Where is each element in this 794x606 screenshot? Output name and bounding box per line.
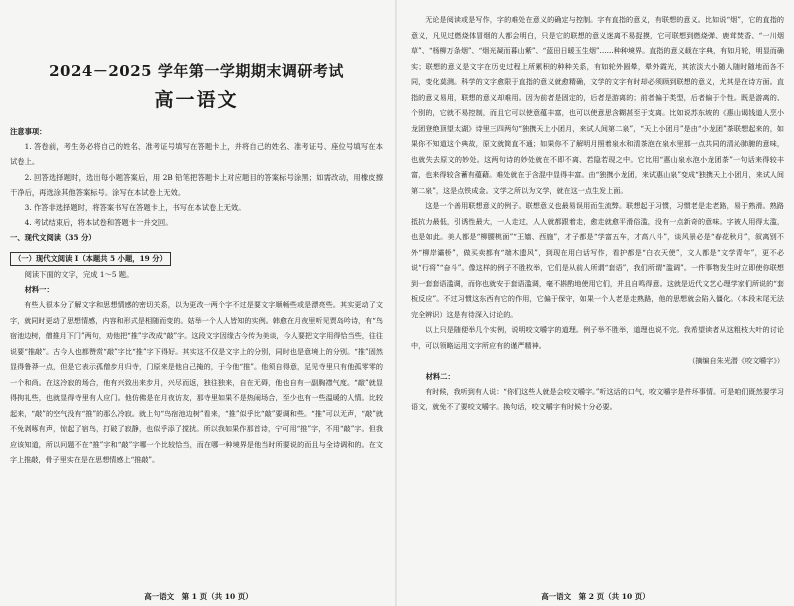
notes-label: 注意事项： bbox=[10, 127, 47, 136]
subject-title: 高一语文 bbox=[154, 89, 239, 111]
exam-title: 2024－2025 学年第一学期期末调研考试 bbox=[49, 62, 344, 80]
note-item: 3. 作答非选择题时，将答案书写在答题卡上，书写在本试卷上无效。 bbox=[24, 203, 246, 213]
article-paragraph: 这是一个善用联想意义的例子。联想意义也最易误用而生流弊。联想起于习惯，习惯老是走老路，易于熟滑。熟路抵抗力最低，引诱性最大，一人走过，人人就都跟着走，愈走就愈平滑俗滥，没有一点新奇的意味。字被人用得太滥，也是如此。美人都是“柳腰桃面”“王嫱、西施”，才子都是“学富五车，才高八斗”，谈风景必是“春花秋月”，叙离别不外“柳岸灞桥”，做买卖都有“端木遗风”，到现在用白话写作，看护都是“白衣天使”，文人都是“文学青年”，更不必说“行将”“奋斗”。像这样的例子不胜枚举，它们是从前人所谓“套语”，我们所谓“滥调”。一件事物发生时立即使你联想到一套套语滥调，而你也就安于套语滥调，毫不斟酌地使用它们，并且自鸣得意。这就是近代文艺心理学家们所说的“套板反应”。不过习惯这东西有它的作用，它偏于保守，如果一个人老是走熟路，他的思想就会陷入僵化。（本段末尾无法完全辨识）这是有待深入讨论的。 bbox=[411, 201, 784, 319]
source-attribution: （摘编自朱光潜《咬文嚼字》） bbox=[688, 356, 784, 365]
article-paragraph: 以上只是随便举几个实例，说明咬文嚼字的道理。例子举不胜举，道理也说不完。我希望读者从这粗枝大叶的讨论中，可以领略运用文字所应有的谨严精神。 bbox=[411, 325, 784, 350]
section-heading: 一、现代文阅读（35 分） bbox=[10, 233, 96, 243]
page-footer: 高一语文 第 1 页（共 10 页） bbox=[144, 592, 253, 601]
note-item: 2. 回答选择题时，选出每小题答案后，用 2B 铅笔把答题卡上对应题目的答案标号涂黑；如需改动，用橡皮擦干净后，再选涂其他答案标号。涂写在本试卷上无效。 bbox=[10, 172, 383, 197]
material-label: 材料一： bbox=[24, 284, 54, 294]
page-footer: 高一语文 第 2 页（共 10 页） bbox=[541, 592, 650, 601]
material-label: 材料二： bbox=[425, 371, 455, 381]
reading-instruction: 阅读下面的文字，完成 1～5 题。 bbox=[24, 269, 134, 279]
material-two-text: 有时候，我听到有人说：“你们这些人就是会咬文嚼字。”听这话的口气，咬文嚼字是件坏事情。可是咱们既然要学习语文，就免不了要咬文嚼字。换句话，咬文嚼字有时候十分必要。 bbox=[411, 386, 784, 412]
article-paragraph: 无论是阅读或是写作，字的难处在意义的确定与控制。字有直指的意义，有联想的意义。比如说“烟”，它的直指的意义，凡见过燃烧体冒烟的人都会明白，只是它的联想的意义迷离不易捉摸，它可联想到燃烧弹、鹿茸焚香、“一川烟草”、“杨柳万条烟”、“烟光凝而暮山紫”、“蓝田日暖玉生烟”……种种境界。直指的意义载在字典，有如月轮，明显而确实；联想的意义是文字在历史过程上所累积的种种关系，有如轮外圆晕，晕外霞光，其浓淡大小随人随时随地而各不同，变化莫测。科学的文字愈限于直指的意义就愈精确，文学的文字有时却必须顾到联想的意义，尤其是在诗方面。直指的意义易用，联想的意义却难用。因为前者是固定的，后者是游离的；前者偏于类型，后者偏于个性。既是游离的、个别的，它就不易控制，而且它可以使意蕴丰富，也可以使意思含糊甚至于支离。比如说苏东坡的《惠山谒钱道人烹小龙团登绝顶望太湖》诗里三四两句“独携天上小团月，来试人间第二泉”，“天上小团月”是由“小龙团”茶联想起来的，如果你不知道这个典故，原文就简直不通；如果你不了解明月照着泉水和清茶泡在泉水里那一点共同的清沁肺腑的意味，也就失去原文的妙处。这两句诗的妙处就在不即不离、若隐若现之中。它比用“惠山泉水泡小龙团茶”一句话来得较丰富，也来得较含蓄有蕴藉。难处就在于含混中显得丰富。由“独携小龙团，来试惠山泉”变成“独携天上小团月，来试人间第二泉”，这是点铁成金。文学之所以为文学，就在这一点生发上面。 bbox=[411, 15, 784, 195]
material-one-text: 有些人很本分了解文字和思想情感的密切关系，以为更改一两个字不过是要文字顺畅些或是漂亮些。其实更动了文字，就同时更动了思想情感，内容和形式是相随而变的。姑举一个人人皆知的实例。韩愈在月夜里听见贾岛吟诗，有“鸟宿池边树，僧推月下门”两句，劝他把“推”字改成“敲”字。这段文字因缘古今传为美谈，今人要把文字用得恰当些，往往说要“推敲”。古今人也都赞赏“敲”字比“推”字下得好。其实这不仅是文字上的分别，同时也是意境上的分别。“推”固然显得鲁莽一点，但是它表示孤僧步月归寺，门原来是他自己掩的，于今他“推”。他须自得意，足见寺里只有他孤零零的一个和尚。在这冷寂的场合，他有兴致出来步月，兴尽而返，独往独来，自在无碍，他也自有一副胸襟气度。“敲”就显得拘礼些，也就显得寺里有人应门。他仿佛是在月夜访友，那寺里如果不是热闹场合，至少也有一些温暖的人情。比较起来，“敲”的空气没有“推”的那么冷寂。就上句“鸟宿池边树”看来，“推”似乎比“敲”要调和些。“推”可以无声，“敲”就不免剥啄有声，惊起了宿鸟，打破了寂静，也似乎添了搅扰。所以我如果作那首诗，宁可用“推”字，不用“敲”字。但我应该知道，所以问题不在“推”字和“敲”字哪一个比较恰当，而在哪一种境界是他当时所要说的而且与全诗调和的。在文字上推敲，骨子里实在是在思想情感上“推敲”。 bbox=[10, 300, 383, 465]
subsection-heading: （一）现代文阅读 I（本题共 5 小题，19 分） bbox=[10, 252, 171, 266]
note-item: 1. 答卷前，考生务必将自己的姓名、准考证号填写在答题卡上，并将自己的姓名、准考证号、座位号填写在本试卷上。 bbox=[10, 142, 383, 167]
note-item: 4. 考试结束后，将本试卷和答题卡一并交回。 bbox=[24, 218, 173, 228]
exam-page-2 bbox=[397, 0, 794, 606]
